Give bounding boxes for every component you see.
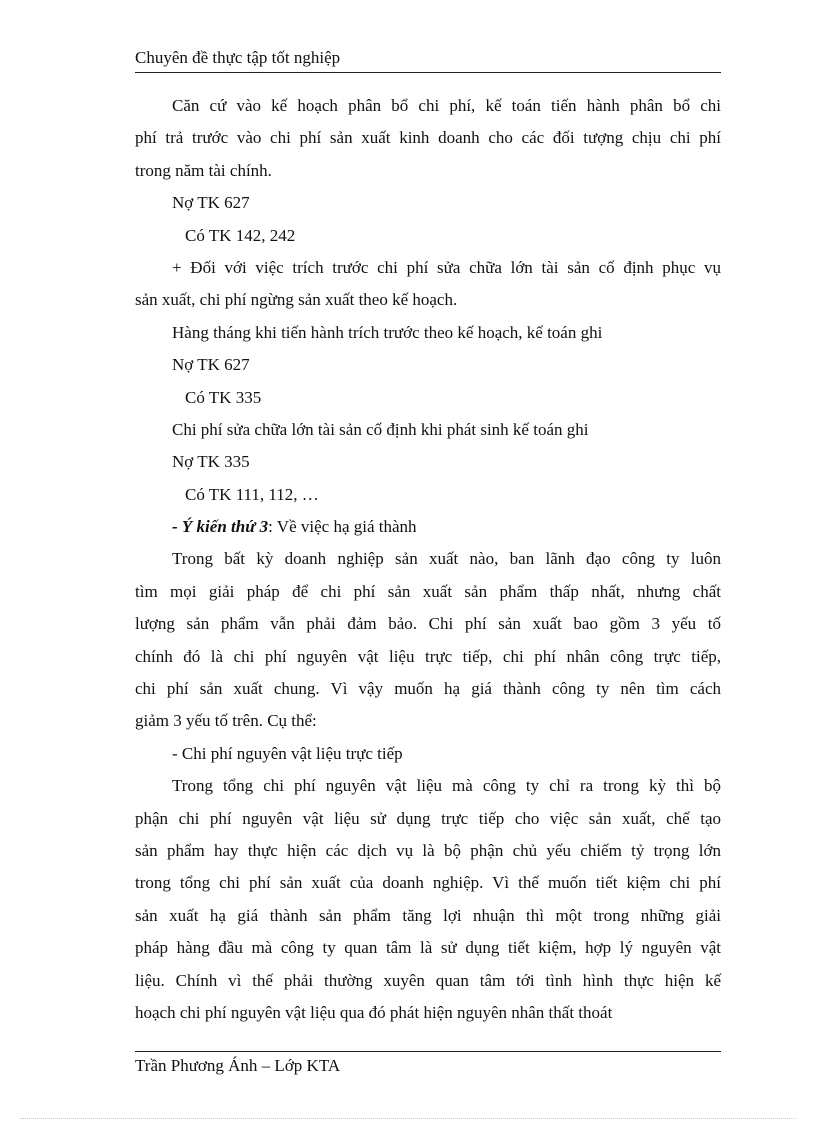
paragraph-line: sản xuất, chi phí ngừng sản xuất theo kế hoạch. (135, 290, 458, 310)
paragraph-line: trong năm tài chính. (135, 160, 272, 180)
paragraph-line: sản xuất hạ giá thành sản phẩm tăng lợi nhuận thì một trong những giải (135, 905, 721, 925)
paragraph-line: Căn cứ vào kế hoạch phân bổ chi phí, kế toán tiến hành phân bổ chi (172, 96, 721, 115)
page-header: Chuyên đề thực tập tốt nghiệp (135, 48, 721, 73)
paragraph-line: + Đối với việc trích trước chi phí sửa chữa lớn tài sản cố định phục vụ (172, 257, 721, 277)
paragraph-line: Trong bất kỳ doanh nghiệp sản xuất nào, ban lãnh đạo công ty luôn (172, 549, 721, 569)
paragraph-line: chính đó là chi phí nguyên vật liệu trực tiếp, chi phí nhân công trực tiếp, (135, 646, 721, 666)
paragraph-line: tìm mọi giải pháp để chi phí sản xuất sản phẩm thấp nhất, nhưng chất (135, 581, 721, 601)
opinion-heading (135, 511, 721, 543)
opinion-text: : Về việc hạ giá thành (268, 517, 417, 537)
page-body (135, 90, 721, 1029)
paragraph-line: sản phẩm hay thực hiện các dịch vụ là bộ phận chủ yếu chiếm tỷ trọng lớn (135, 840, 721, 860)
paragraph-line: lượng sản phẩm vẫn phải đảm bảo. Chi phí sản xuất bao gồm 3 yếu tố (135, 614, 721, 634)
opinion-label: - Ý kiến thứ 3 (172, 517, 269, 537)
paragraph-line: trong tổng chi phí sản xuất của doanh nghiệp. Vì thế muốn tiết kiệm chi phí (135, 873, 721, 893)
page-bottom-divider (20, 1118, 796, 1119)
credit-entry: Có TK 111, 112, … (185, 484, 319, 504)
paragraph-line: Trong tổng chi phí nguyên vật liệu mà công ty chỉ ra trong kỳ thì bộ (172, 776, 721, 796)
paragraph-line: hoạch chi phí nguyên vật liệu qua đó phát hiện nguyên nhân thất thoát (135, 1002, 613, 1022)
paragraph-line: Chi phí sửa chữa lớn tài sản cố định khi phát sinh kế toán ghi (172, 419, 589, 439)
paragraph-line: phận chi phí nguyên vật liệu sử dụng trực tiếp cho việc sản xuất, chế tạo (135, 808, 721, 828)
paragraph-line: giảm 3 yếu tố trên. Cụ thể: (135, 711, 317, 731)
paragraph-line: Hàng tháng khi tiến hành trích trước theo kế hoạch, kế toán ghi (172, 322, 603, 342)
paragraph-line: phí trả trước vào chi phí sản xuất kinh doanh cho các đối tượng chịu chi phí (135, 128, 721, 148)
debit-entry: Nợ TK 335 (172, 452, 250, 472)
debit-entry: Nợ TK 627 (172, 193, 250, 213)
subheading: - Chi phí nguyên vật liệu trực tiếp (172, 743, 403, 763)
credit-entry: Có TK 142, 242 (185, 225, 296, 245)
debit-entry: Nợ TK 627 (172, 355, 250, 375)
page-footer: Trần Phương Ánh – Lớp KTA (135, 1051, 721, 1076)
paragraph-line: liệu. Chính vì thế phải thường xuyên quan tâm tới tình hình thực hiện kế (135, 970, 721, 990)
credit-entry: Có TK 335 (185, 387, 262, 407)
paragraph-line: chi phí sản xuất chung. Vì vậy muốn hạ giá thành công ty nên tìm cách (135, 679, 721, 699)
paragraph-line: pháp hàng đầu mà công ty quan tâm là sử dụng tiết kiệm, hợp lý nguyên vật (135, 938, 721, 958)
